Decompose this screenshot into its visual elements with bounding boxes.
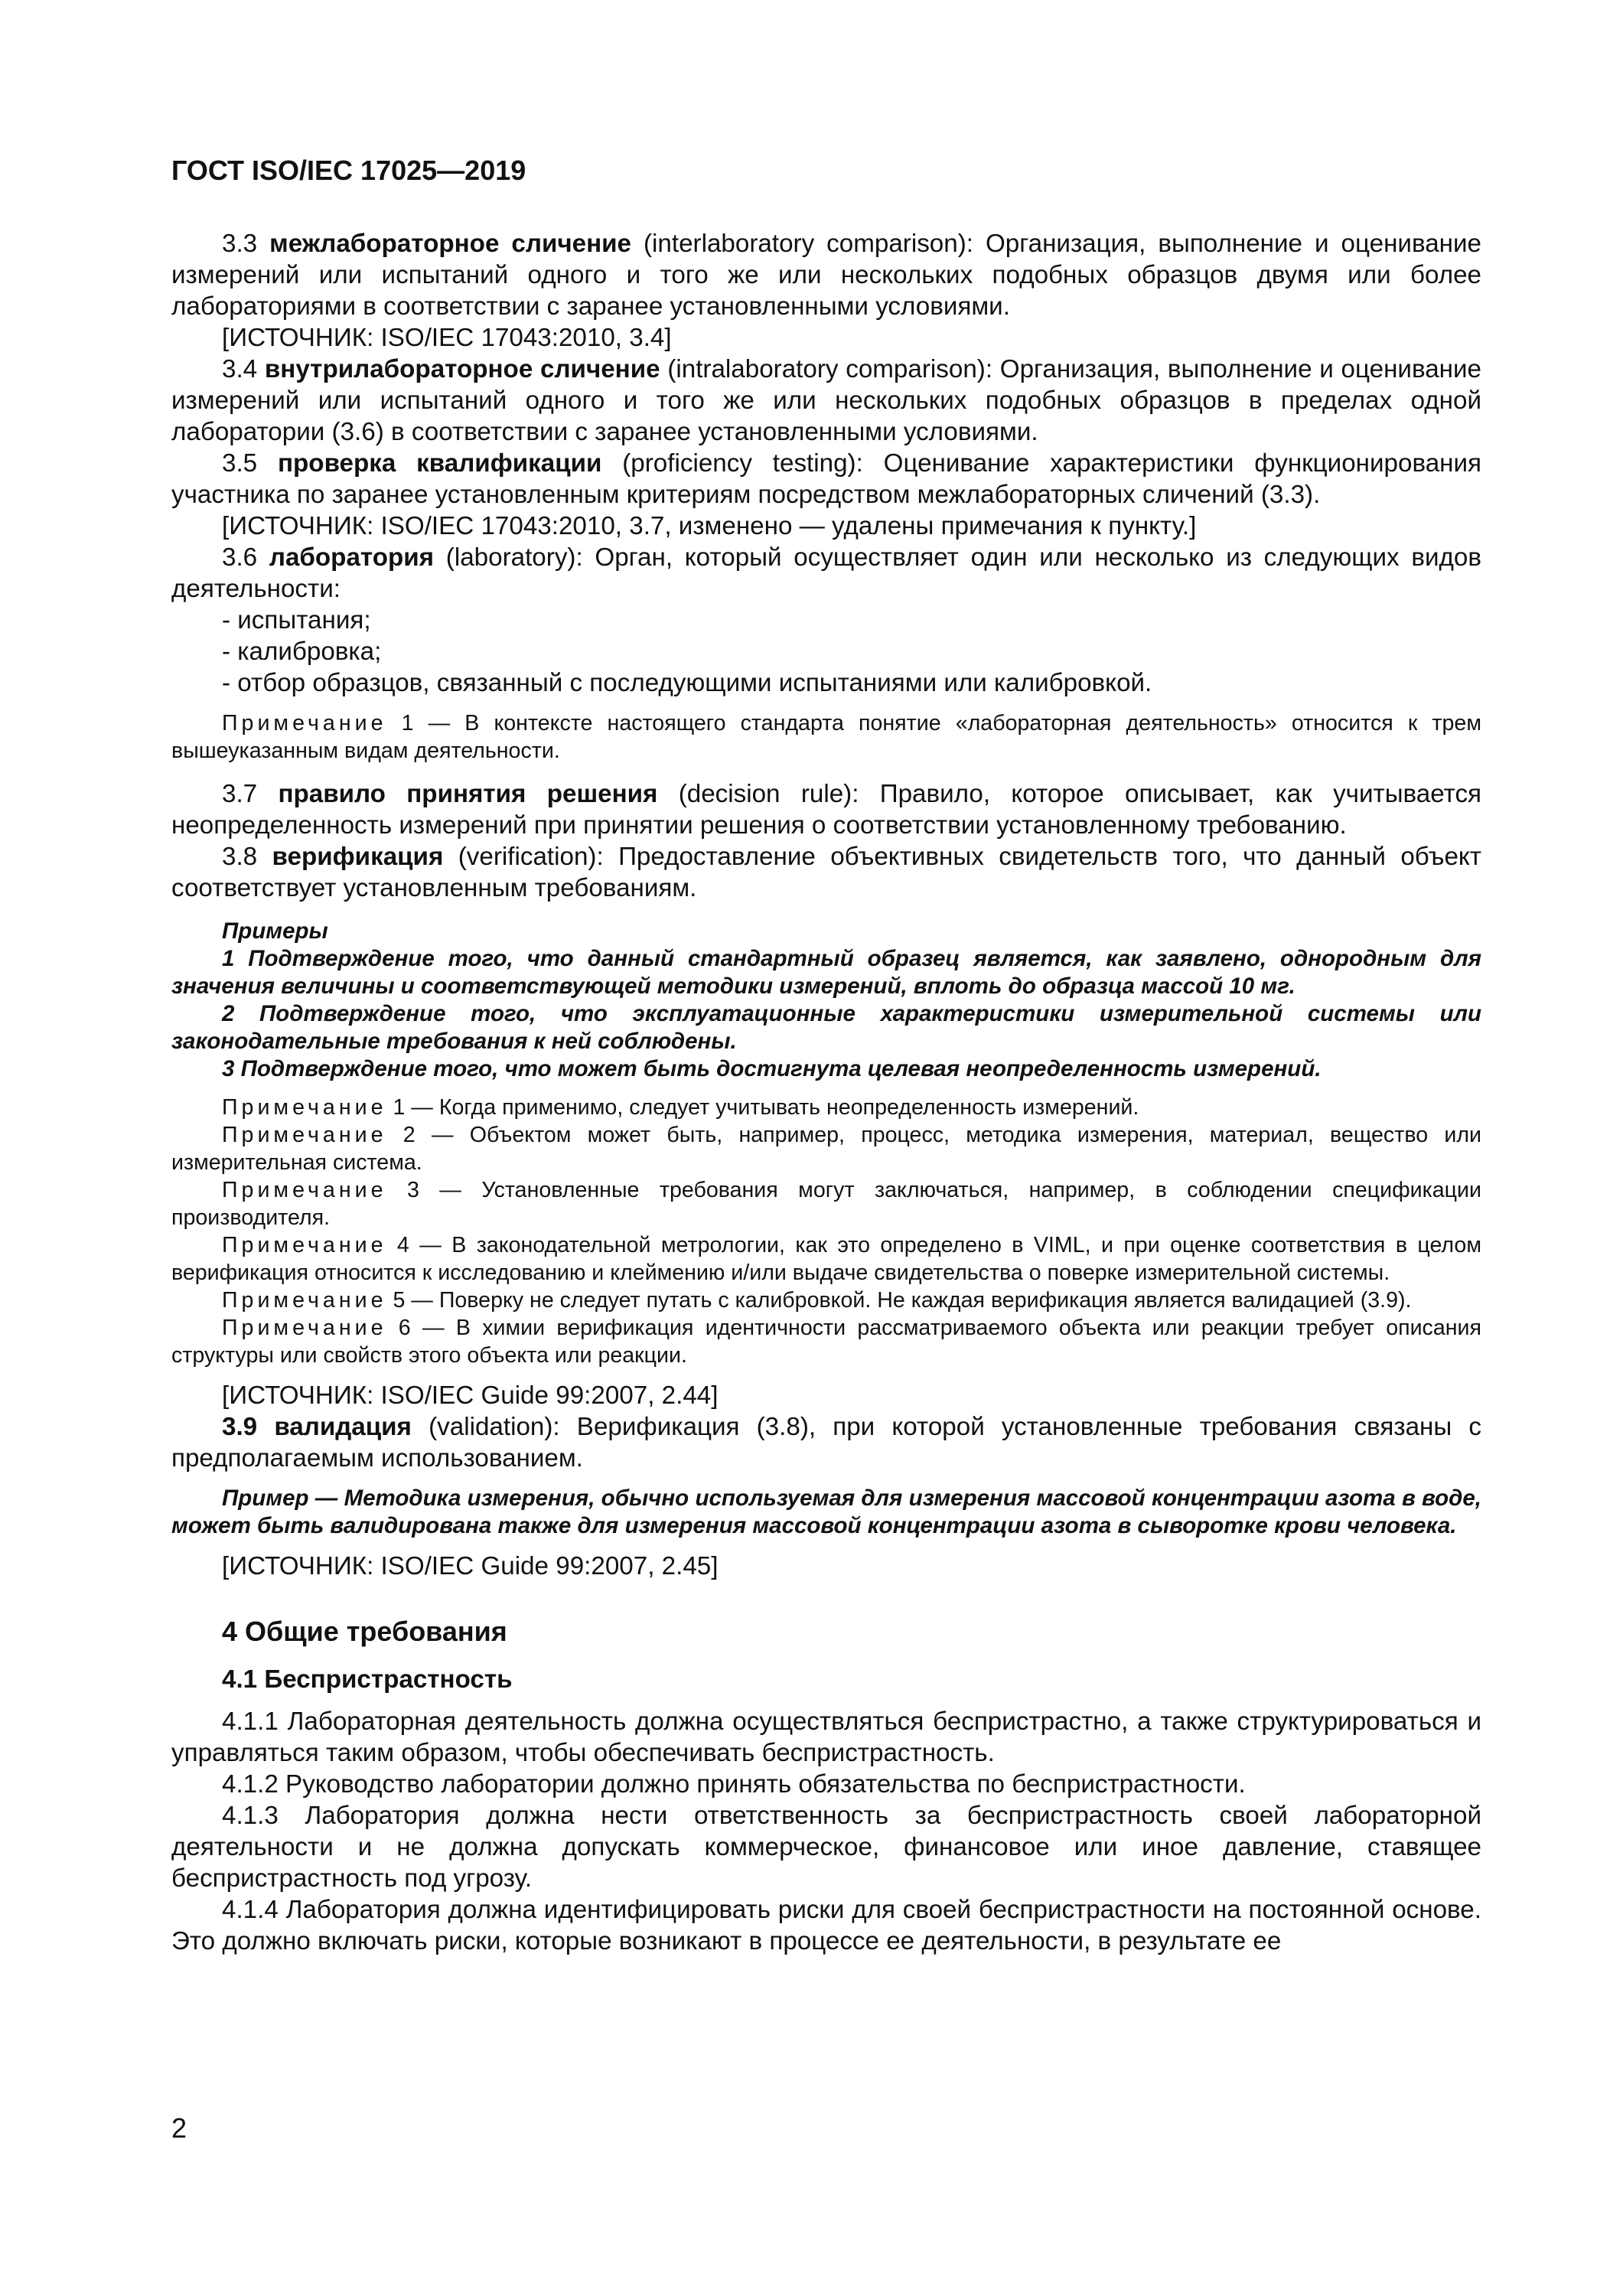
- term-3-5: 3.5 проверка квалификации (proficiency testing): Оценивание характеристики функционирования участника по заранее установленным критериям посредством межлабораторных сличений (3.3).: [171, 449, 1481, 509]
- examples-title: Примеры: [222, 918, 328, 944]
- term-name: правило принятия решения: [278, 780, 658, 808]
- term-3-9: 3.9 валидация (validation): Верификация (3.8), при которой установленные требования связаны с предполагаемым использованием.: [171, 1413, 1481, 1473]
- term-name: верификация: [272, 843, 444, 871]
- term-name: межлабораторное сличение: [269, 230, 631, 258]
- list-item: - калибровка;: [222, 638, 382, 666]
- term-name: валидация: [274, 1413, 412, 1441]
- source-3-8: [ИСТОЧНИК: ISO/IEC Guide 99:2007, 2.44]: [222, 1381, 719, 1410]
- note-label: Примечание: [222, 1178, 387, 1202]
- term-name: внутрилабораторное сличение: [264, 355, 660, 383]
- clause-4-1-3: 4.1.3 Лаборатория должна нести ответственность за беспристрастность своей лабораторной деятельности и не должна допускать коммерческое, финансовое или иное давление, ставящее беспристрастность под угрозу.: [171, 1802, 1481, 1893]
- note-label: Примечание: [222, 1095, 387, 1120]
- list-item: - отбор образцов, связанный с последующими испытаниями или калибровкой.: [222, 669, 1152, 697]
- list-item: - испытания;: [222, 606, 371, 634]
- section-4-1-title: 4.1 Беспристрастность: [222, 1665, 513, 1694]
- term-3-8: 3.8 верификация (verification): Предоставление объективных свидетельств того, что данный объект соответствует установленным требованиям.: [171, 843, 1481, 902]
- term-3-7: 3.7 правило принятия решения (decision rule): Правило, которое описывает, как учитывается неопределенность измерений при принятии решения о соответствии установленному требованию.: [171, 780, 1482, 840]
- example-item: 3 Подтверждение того, что может быть достигнута целевая неопределенность измерений.: [222, 1056, 1322, 1081]
- term-name: лаборатория: [269, 543, 435, 572]
- term-3-4: 3.4 внутрилабораторное сличение (intralaboratory comparison): Организация, выполнение и оценивание измерений или испытаний одного и того же или нескольких подобных образцов в пределах одной лаборатории (3.6) в соответствии с заранее установленными условиями.: [171, 355, 1481, 446]
- note-3-6: Примечание 1 — В контексте настоящего стандарта понятие «лабораторная деятельность» относится к трем вышеуказанным видам деятельности.: [171, 711, 1481, 763]
- document-header: ГОСТ ISO/IEC 17025—2019: [171, 155, 526, 186]
- clause-4-1-1: 4.1.1 Лабораторная деятельность должна осуществляться беспристрастно, а также структурироваться и управляться таким образом, чтобы обеспечивать беспристрастность.: [171, 1707, 1481, 1767]
- example-item: 2 Подтверждение того, что эксплуатационные характеристики измерительной системы или законодательные требования к ней соблюдены.: [171, 1001, 1481, 1054]
- term-3-3: 3.3 межлабораторное сличение (interlaboratory comparison): Организация, выполнение и оценивание измерений или испытаний одного и того же или нескольких подобных образцов двумя или более лабораториями в соответствии с заранее установленными условиями.: [171, 230, 1481, 321]
- term-name: проверка квалификации: [277, 449, 602, 478]
- note-label: Примечание: [222, 1233, 387, 1257]
- clause-4-1-2: 4.1.2 Руководство лаборатории должно принять обязательства по беспристрастности.: [222, 1770, 1246, 1799]
- source-3-5: [ИСТОЧНИК: ISO/IEC 17043:2010, 3.7, изменено — удалены примечания к пункту.]: [222, 512, 1197, 540]
- source-3-3: [ИСТОЧНИК: ISO/IEC 17043:2010, 3.4]: [222, 324, 672, 352]
- note-3-8-5: Примечание 5 — Поверку не следует путать с калибровкой. Не каждая верификация является валидацией (3.9).: [222, 1288, 1412, 1313]
- source-3-9: [ИСТОЧНИК: ISO/IEC Guide 99:2007, 2.45]: [222, 1552, 719, 1580]
- note-3-8-6: Примечание 6 — В химии верификация идентичности рассматриваемого объекта или реакции требует описания структуры или свойств этого объекта или реакции.: [171, 1316, 1481, 1368]
- clause-4-1-4: 4.1.4 Лаборатория должна идентифицировать риски для своей беспристрастности на постоянной основе. Это должно включать риски, которые возникают в процессе ее деятельности, в результате ее: [171, 1896, 1481, 1955]
- note-3-8-1: Примечание 1 — Когда применимо, следует учитывать неопределенность измерений.: [222, 1095, 1139, 1120]
- note-label: Примечание: [222, 1123, 387, 1147]
- section-4-title: 4 Общие требования: [222, 1616, 507, 1647]
- example-item: 1 Подтверждение того, что данный стандартный образец является, как заявлено, однородным для значения величины и соответствующей методики измерений, вплоть до образца массой 10 мг.: [171, 946, 1481, 999]
- page-content: [171, 228, 1481, 1957]
- note-3-8-2: Примечание 2 — Объектом может быть, например, процесс, методика измерения, материал, вещество или измерительная система.: [171, 1123, 1481, 1175]
- note-label: Примечание: [222, 711, 387, 735]
- note-label: Примечание: [222, 1288, 387, 1313]
- example-3-9: Пример — Методика измерения, обычно используемая для измерения массовой концентрации азота в воде, может быть валидирована также для измерения массовой концентрации азота в сыворотке крови человека.: [171, 1486, 1481, 1538]
- note-3-8-3: Примечание 3 — Установленные требования могут заключаться, например, в соблюдении спецификации производителя.: [171, 1178, 1481, 1230]
- note-label: Примечание: [222, 1316, 387, 1340]
- term-3-6: 3.6 лаборатория (laboratory): Орган, который осуществляет один или несколько из следующих видов деятельности:: [171, 543, 1482, 603]
- note-3-8-4: Примечание 4 — В законодательной метрологии, как это определено в VIML, и при оценке соответствия в целом верификация относится к исследованию и клеймению и/или выдаче свидетельства о поверке измерительной системы.: [171, 1233, 1481, 1285]
- page-number: 2: [171, 2112, 187, 2144]
